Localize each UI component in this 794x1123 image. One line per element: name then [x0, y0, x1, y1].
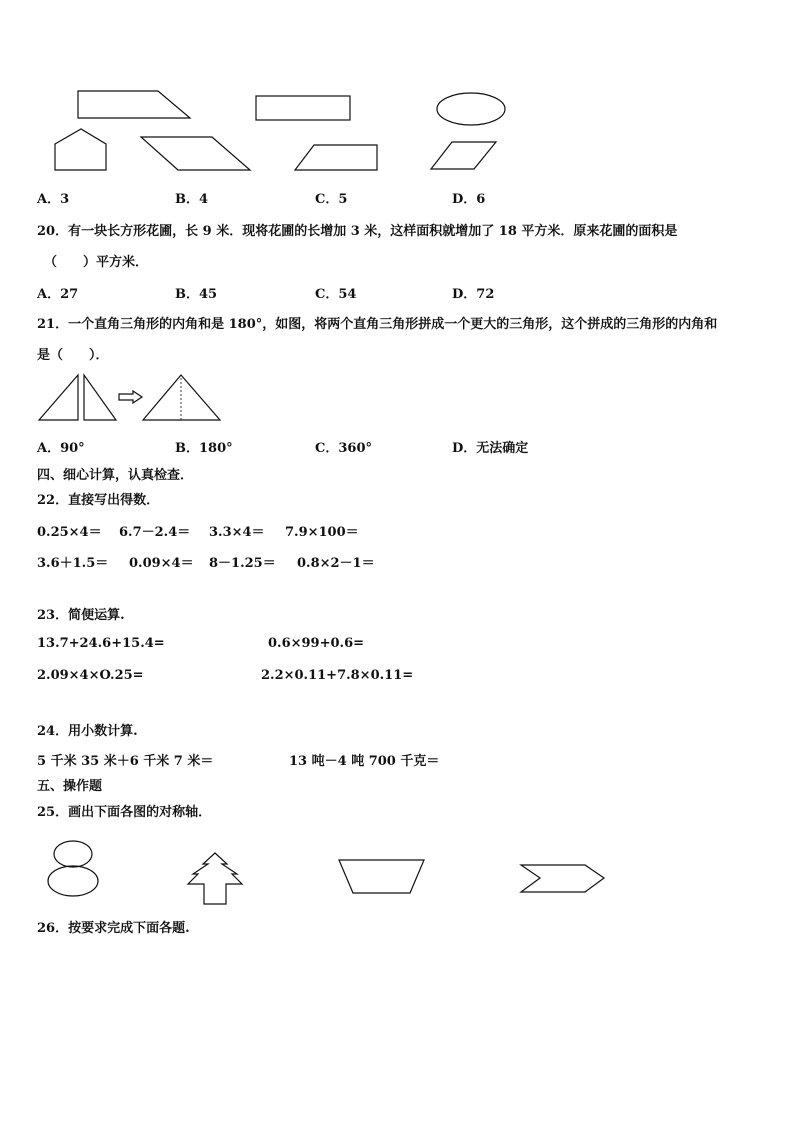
q22-item: 0.8×2－1＝ [297, 556, 375, 571]
tree-arrow-shape [186, 852, 244, 906]
chevron-arrow-shape [520, 864, 608, 894]
q21-question-line2: 是（ ）． [37, 348, 109, 363]
q22-item: 3.6＋1.5＝ [37, 556, 109, 571]
q20-option-c: C．54 [315, 287, 357, 302]
q23-title: 23．简便运算. [37, 608, 125, 623]
q22-item: 0.09×4＝ [129, 556, 194, 571]
q21-option-d: D．无法确定 [452, 441, 529, 456]
q20-question-line1: 20．有一块长方形花圃，长 9 米．现将花圃的长增加 3 米，这样面积就增加了 18 平方米．原来花圃的面积是 [37, 224, 678, 239]
q23-item: 13.7+24.6+15.4= [37, 636, 165, 651]
trapezoid-figure [78, 90, 193, 120]
trapezoid-shape [338, 859, 426, 895]
q20-option-b: B．45 [175, 287, 218, 302]
q24-item: 5 千米 35 米＋6 千米 7 米＝ [37, 754, 214, 769]
rectangle-figure [255, 95, 352, 121]
q25-title: 25．画出下面各图的对称轴． [37, 805, 212, 820]
q23-item: 2.2×0.11+7.8×0.11= [261, 668, 414, 683]
q21-option-b: B．180° [175, 441, 233, 456]
parallelogram-figure-1 [140, 136, 252, 172]
pentagon-figure [54, 128, 108, 172]
q19-option-b: B．4 [175, 192, 209, 207]
q19-option-c: C．5 [315, 192, 348, 207]
q24-item: 13 吨－4 吨 700 千克＝ [289, 754, 440, 769]
q22-title: 22．直接写出得数． [37, 493, 160, 508]
q22-item: 8－1.25＝ [209, 556, 276, 571]
q20-question-line2: （ ）平方米． [44, 255, 149, 270]
q22-item: 7.9×100＝ [285, 525, 359, 540]
q21-option-c: C．360° [315, 441, 372, 456]
q20-option-a: A．27 [37, 287, 79, 302]
ellipse-figure [435, 92, 507, 128]
right-trapezoid-figure [294, 144, 380, 172]
q21-option-a: A．90° [37, 441, 85, 456]
q23-item: 0.6×99+0.6= [268, 636, 365, 651]
q24-title: 24．用小数计算. [37, 724, 138, 739]
combined-triangle-figure [142, 374, 222, 422]
q20-option-d: D．72 [452, 287, 495, 302]
parallelogram-figure-2 [430, 141, 498, 171]
q22-item: 3.3×4＝ [209, 525, 265, 540]
q22-item: 6.7－2.4＝ [119, 525, 191, 540]
q19-option-d: D．6 [452, 192, 486, 207]
q26-title: 26．按要求完成下面各题. [37, 921, 190, 936]
two-right-triangles-figure [38, 374, 118, 422]
q23-item: 2.09×4×O.25= [37, 668, 144, 683]
q21-question-line1: 21．一个直角三角形的内角和是 180°，如图，将两个直角三角形拼成一个更大的三角形，这个拼成的三角形的内角和 [37, 317, 718, 332]
section-4-heading: 四、细心计算，认真检查． [37, 468, 194, 483]
section-5-heading: 五、操作题 [37, 779, 103, 794]
q22-item: 0.25×4＝ [37, 525, 102, 540]
q19-option-a: A．3 [37, 192, 70, 207]
right-arrow-icon [118, 390, 144, 404]
figure-eight-shape [46, 840, 102, 898]
